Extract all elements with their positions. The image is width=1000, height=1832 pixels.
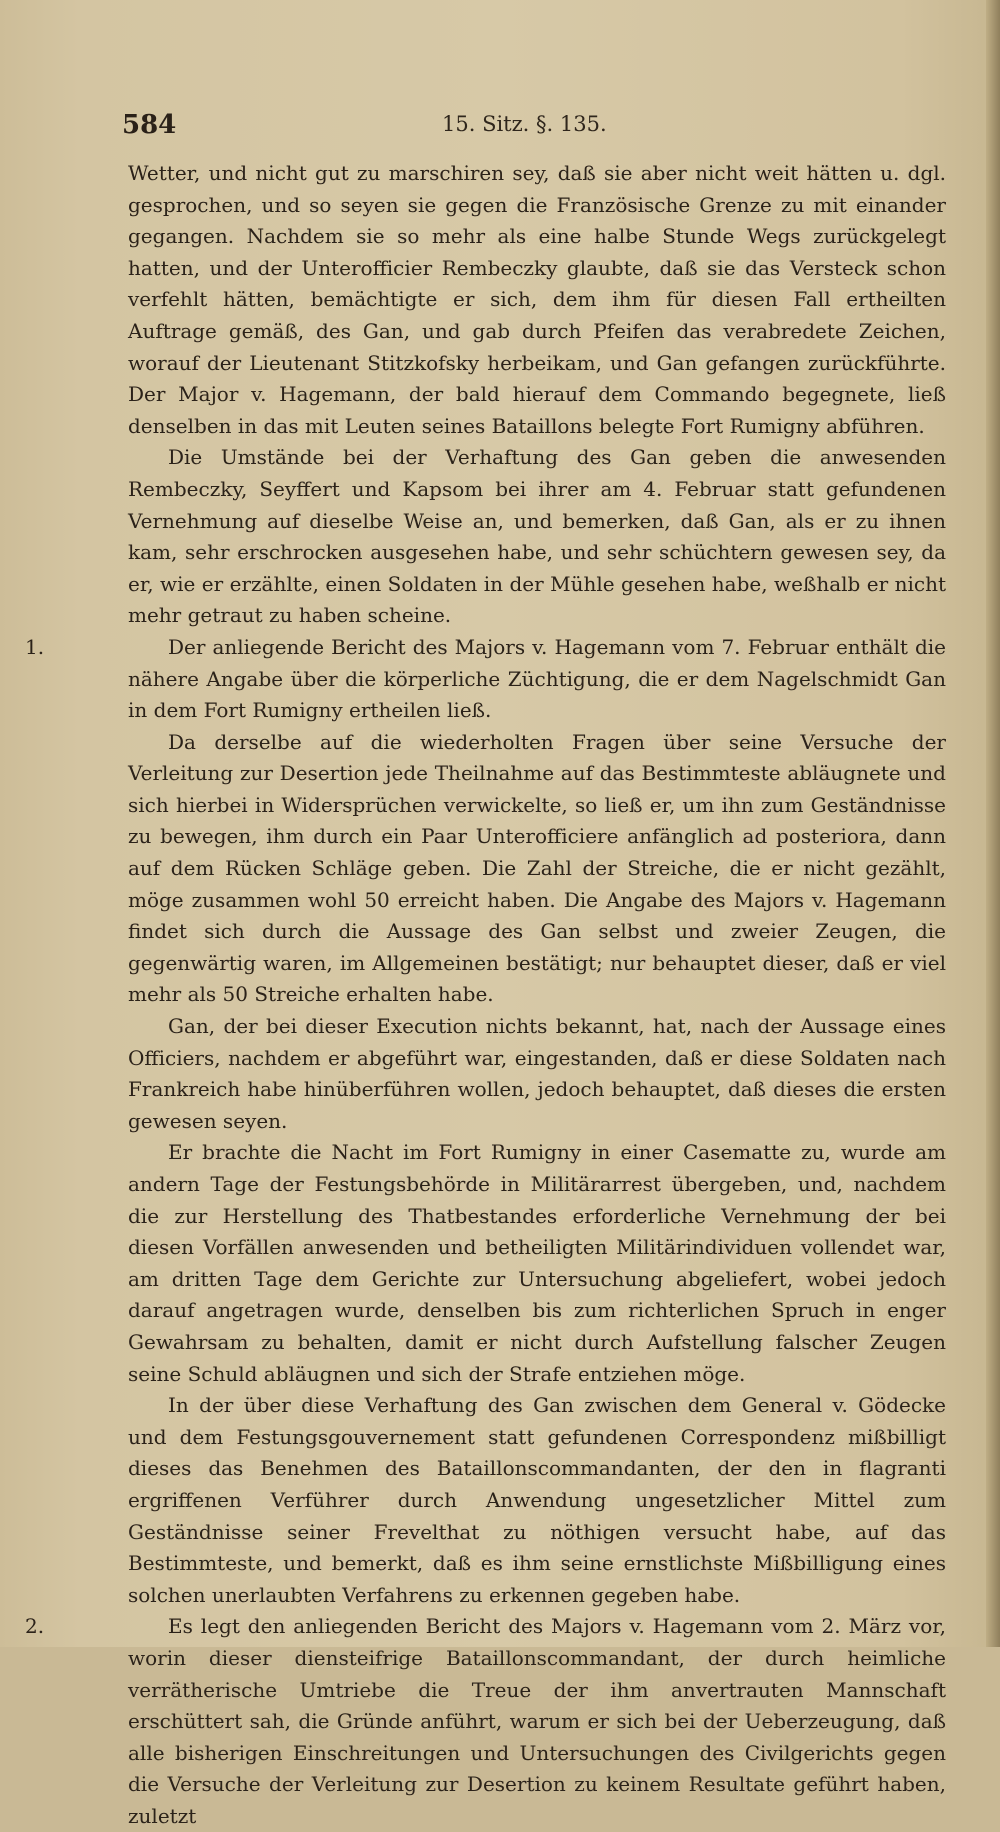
paragraph-text: Es legt den anliegenden Bericht des Majors v. Hagemann vom 2. März vor, worin dieser diensteifrige Bataillonscommandant, der durch heimliche verrätherische Umtriebe die Treue der ihm anvertrauten Mannschaft erschüttert sah, die Gründe anführt, warum er sich bei der Ueberzeugung, daß alle bisherigen Einschreitungen und Untersuchungen des Civilgerichts gegen die Versuche der Verleitung zur Desertion zu keinem Resultate geführt haben, zuletzt	[128, 1614, 946, 1828]
page-header	[122, 110, 942, 150]
paragraph-text: Gan, der bei dieser Execution nichts bekannt, hat, nach der Aussage eines Officiers, nachdem er abgeführt war, eingestanden, daß er diese Soldaten nach Frankreich habe hinüberführen wollen, jedoch behauptet, daß dieses die ersten gewesen seyen.	[128, 1014, 946, 1133]
paragraph	[128, 727, 946, 1011]
page-number: 584	[122, 110, 177, 140]
running-title: 15. Sitz. §. 135.	[442, 112, 607, 136]
paragraph	[25, 632, 946, 727]
paragraph	[128, 1137, 946, 1390]
paragraph-text: Der anliegende Bericht des Majors v. Hagemann vom 7. Februar enthält die nähere Angabe über die körperliche Züchtigung, die er dem Nagelschmidt Gan in dem Fort Rumigny ertheilen ließ.	[128, 634, 946, 723]
margin-marker: 1.	[25, 634, 45, 659]
paragraph-text: In der über diese Verhaftung des Gan zwischen dem General v. Gödecke und dem Festungsgouvernement statt gefundenen Correspondenz mißbilligt dieses das Benehmen des Bataillonscommandanten, der den in flagranti ergriffenen Verführer durch Anwendung ungesetzlicher Mittel zum Geständnisse seiner Frevelthat zu nöthigen versucht habe, auf das Bestimmteste, und bemerkt, daß es ihm seine ernstlichste Mißbilligung eines solchen unerlaubten Verfahrens zu erkennen gegeben habe.	[128, 1393, 946, 1607]
margin-marker: 2.	[25, 1614, 45, 1639]
paragraph-text: Die Umstände bei der Verhaftung des Gan geben die anwesenden Rembeczky, Seyffert und Kapsom bei ihrer am 4. Februar statt gefundenen Vernehmung auf dieselbe Weise an, und bemerken, daß Gan, als er zu ihnen kam, sehr erschrocken ausgesehen habe, und sehr schüchtern gewesen sey, da er, wie er erzählte, einen Soldaten in der Mühle gesehen habe, weßhalb er nicht mehr getraut zu haben scheine.	[128, 445, 946, 628]
paragraph	[128, 158, 946, 442]
paragraph	[128, 442, 946, 632]
paragraph	[128, 1011, 946, 1137]
body-text	[25, 158, 946, 1832]
paragraph	[25, 1611, 946, 1832]
paragraph-text: Da derselbe auf die wiederholten Fragen über seine Versuche der Verleitung zur Desertion jede Theilnahme auf das Bestimmteste abläugnete und sich hierbei in Widersprüchen verwickelte, so ließ er, um ihn zum Geständnisse zu bewegen, ihm durch ein Paar Unterofficiere anfänglich ad posteriora, dann auf dem Rücken Schläge geben. Die Zahl der Streiche, die er nicht gezählt, möge zusammen wohl 50 erreicht haben. Die Angabe des Majors v. Hagemann findet sich durch die Aussage des Gan selbst und zweier Zeugen, die gegenwärtig waren, im Allgemeinen bestätigt; nur behauptet dieser, daß er viel mehr als 50 Streiche erhalten habe.	[128, 729, 946, 1007]
paragraph-text: Er brachte die Nacht im Fort Rumigny in einer Casematte zu, wurde am andern Tage der Festungsbehörde in Militärarrest übergeben, und, nachdem die zur Herstellung des Thatbestandes erforderliche Vernehmung der bei diesen Vorfällen anwesenden und betheiligten Militärindividuen vollendet war, am dritten Tage dem Gerichte zur Untersuchung abgeliefert, wobei jedoch darauf angetragen wurde, denselben bis zum richterlichen Spruch in enger Gewahrsam zu behalten, damit er nicht durch Aufstellung falscher Zeugen seine Schuld abläugnen und sich der Strafe entziehen möge.	[128, 1140, 946, 1386]
paragraph	[128, 1390, 946, 1611]
paragraph-text: Wetter, und nicht gut zu marschiren sey, daß sie aber nicht weit hätten u. dgl. gesprochen, und so seyen sie gegen die Französische Grenze zu mit einander gegangen. Nachdem sie so mehr als eine halbe Stunde Wegs zurückgelegt hatten, und der Unterofficier Rembeczky glaubte, daß sie das Versteck schon verfehlt hätten, bemächtigte er sich, dem ihm für diesen Fall ertheilten Auftrage gemäß, des Gan, und gab durch Pfeifen das verabredete Zeichen, worauf der Lieutenant Stitzkofsky herbeikam, und Gan gefangen zurückführte. Der Major v. Hagemann, der bald hierauf dem Commando begegnete, ließ denselben in das mit Leuten seines Bataillons belegte Fort Rumigny abführen.	[128, 161, 946, 438]
page-edge	[986, 0, 1000, 1647]
